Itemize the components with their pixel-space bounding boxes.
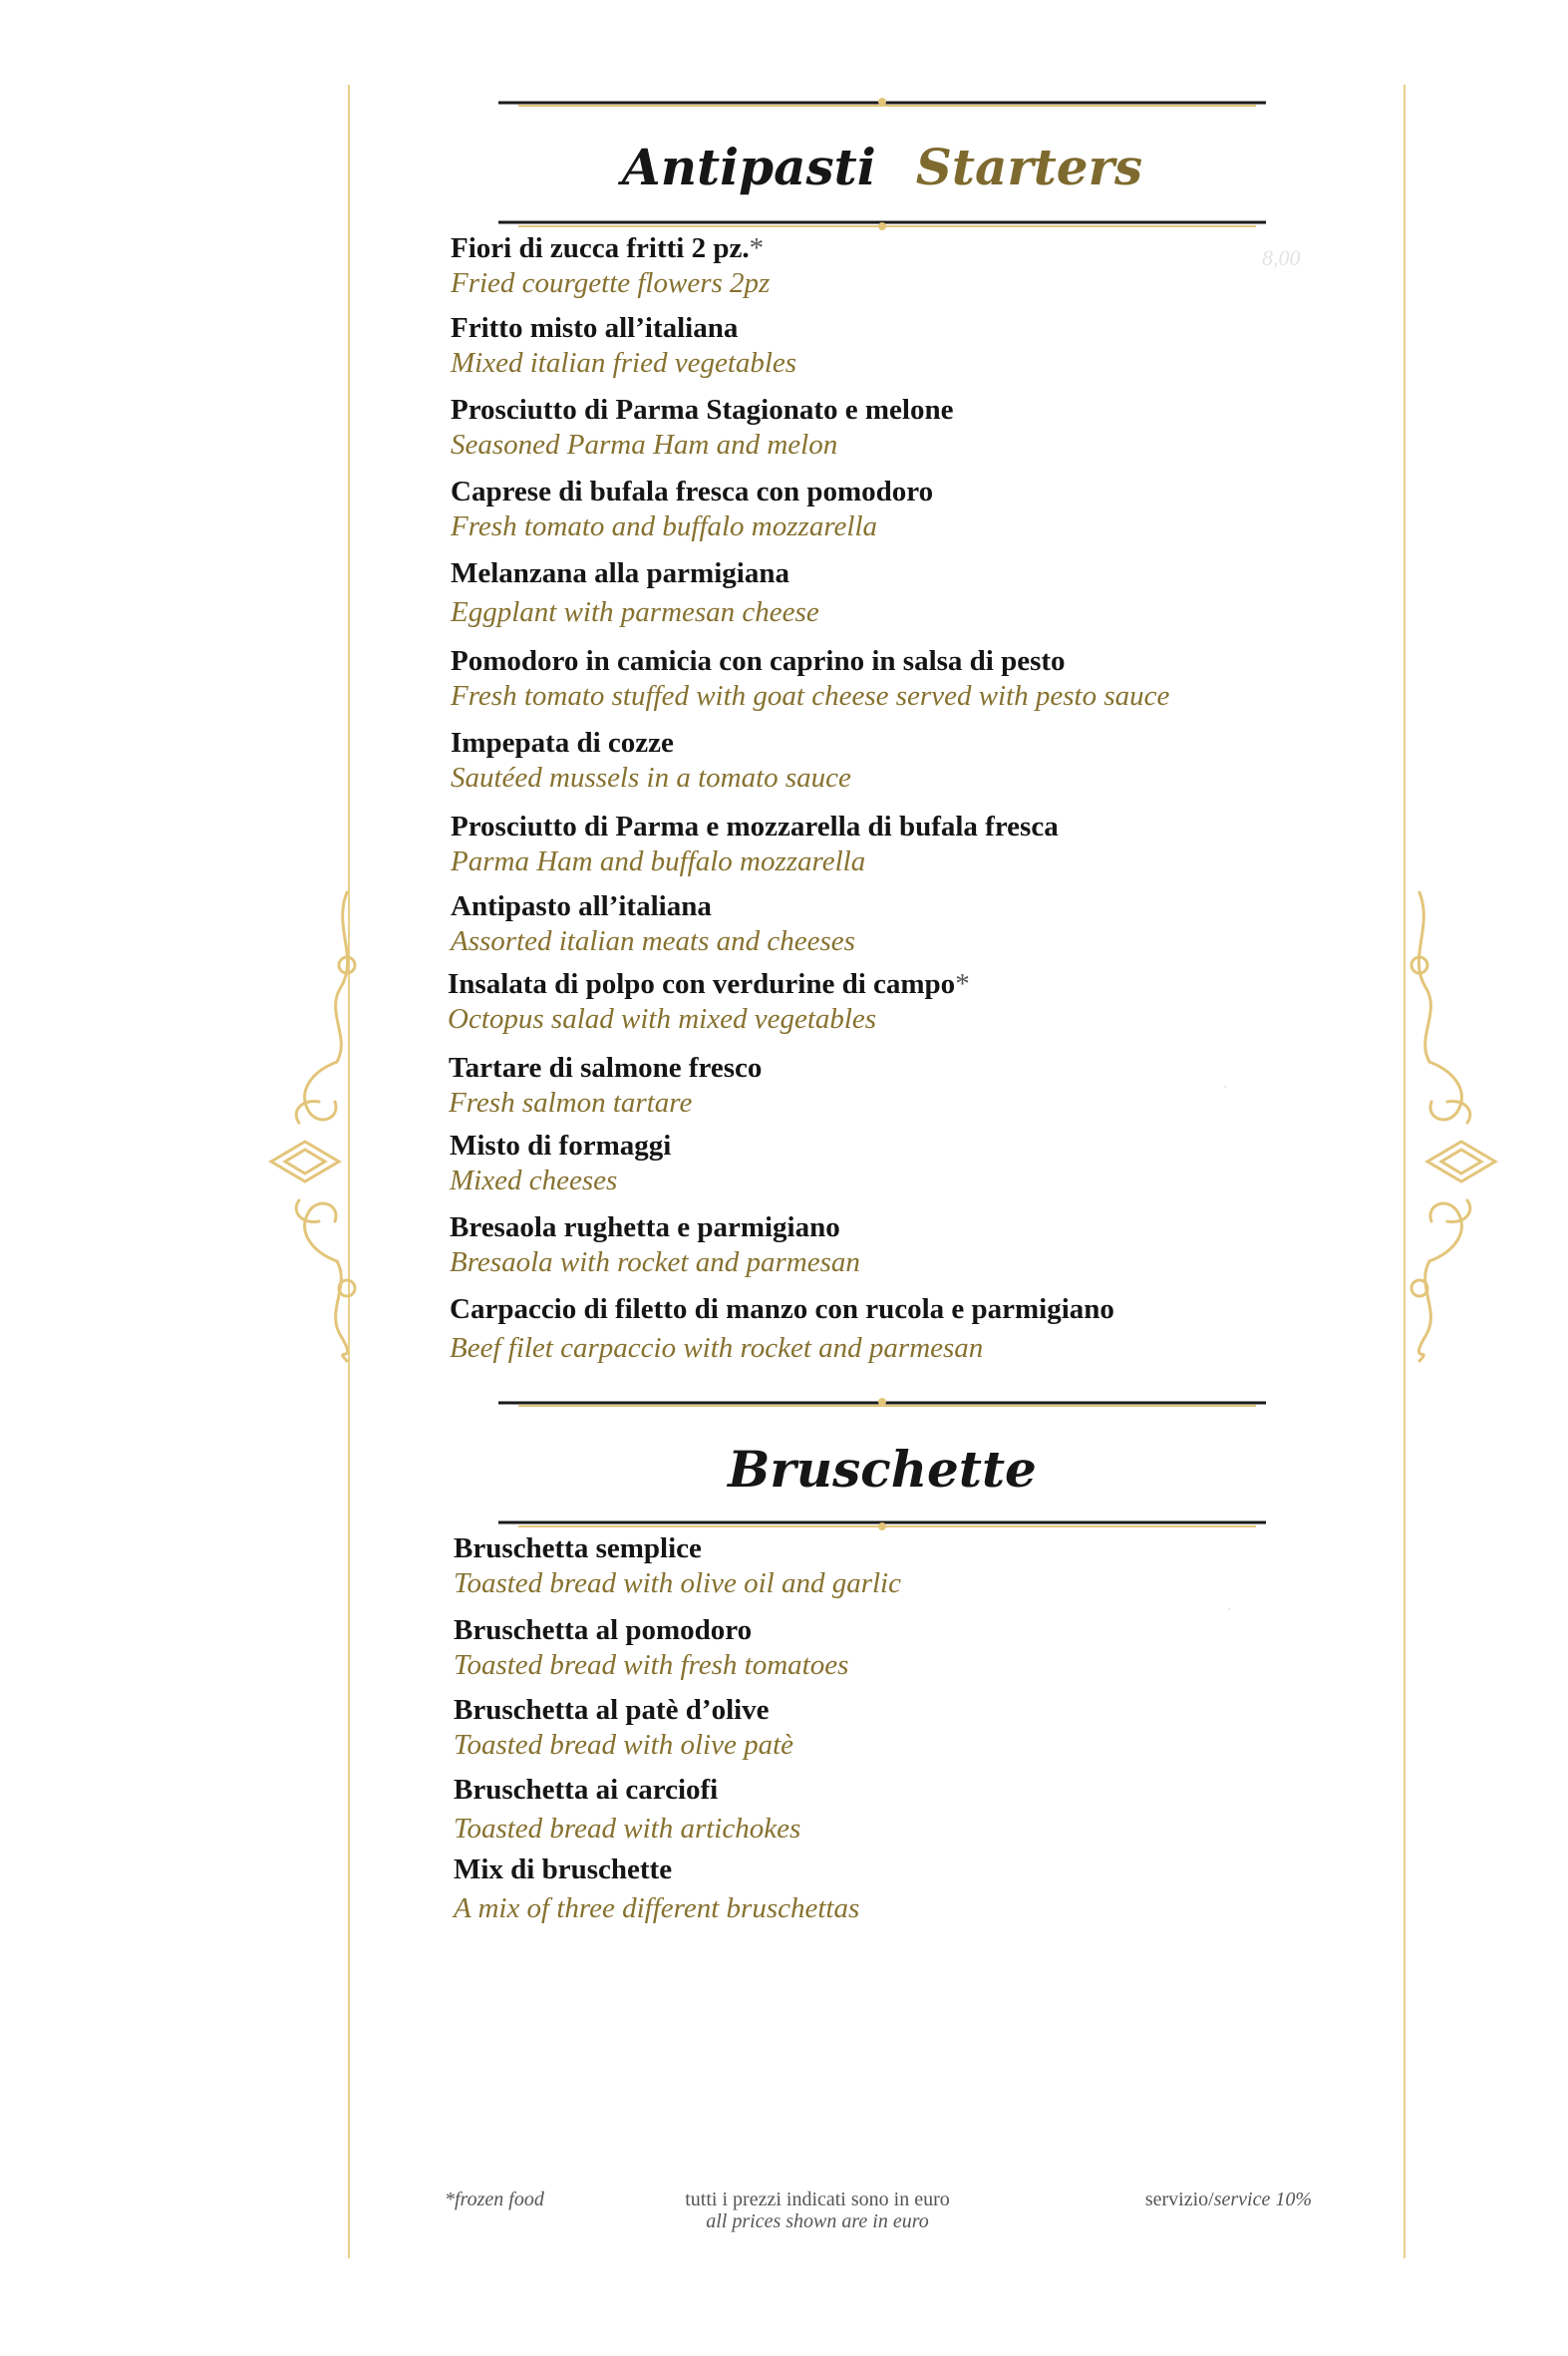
menu-item bbox=[451, 810, 1059, 879]
item-description: Assorted italian meats and cheeses bbox=[451, 925, 855, 957]
faint-mark: · bbox=[1227, 1599, 1232, 1619]
frozen-food-note: *frozen food bbox=[445, 2188, 544, 2210]
bruschette-header bbox=[498, 1396, 1266, 1531]
item-name: Fritto misto all’italiana bbox=[451, 312, 739, 344]
bruschette-title: Bruschette bbox=[728, 1440, 1037, 1499]
item-name: Melanzana alla parmigiana bbox=[451, 557, 789, 589]
item-name: Bruschetta al patè d’olive bbox=[454, 1694, 770, 1726]
menu-item bbox=[454, 1773, 800, 1847]
service-charge-note: servizio/service 10% bbox=[1144, 2188, 1312, 2210]
right-scroll-ornament bbox=[1386, 887, 1505, 1366]
menu-item bbox=[451, 644, 1169, 714]
faded-price: 8,00 bbox=[1262, 245, 1301, 270]
item-description: Mixed italian fried vegetables bbox=[451, 347, 797, 379]
item-name: Bruschetta al pomodoro bbox=[454, 1614, 753, 1646]
left-scroll-ornament bbox=[261, 887, 381, 1366]
prices-note-en: all prices shown are in euro bbox=[706, 2210, 929, 2232]
item-description: Eggplant with parmesan cheese bbox=[451, 596, 819, 628]
menu-item bbox=[451, 231, 770, 301]
item-name: Bruschetta ai carciofi bbox=[454, 1774, 719, 1806]
header-top-rule bbox=[498, 96, 1266, 110]
item-description: Fresh tomato stuffed with goat cheese served with pesto sauce bbox=[451, 680, 1170, 712]
starters-title-it: Antipasti bbox=[621, 138, 876, 196]
menu-item bbox=[451, 726, 851, 796]
menu-item bbox=[451, 475, 933, 544]
prices-note bbox=[668, 2188, 967, 2232]
item-description: Toasted bread with artichokes bbox=[454, 1813, 801, 1845]
item-description: Fried courgette flowers 2pz bbox=[451, 267, 771, 299]
item-description: Seasoned Parma Ham and melon bbox=[451, 429, 838, 461]
frozen-asterisk: * bbox=[955, 968, 970, 1000]
item-description: Fresh salmon tartare bbox=[449, 1087, 693, 1119]
menu-item bbox=[450, 1292, 1114, 1366]
starters-title-en: Starters bbox=[915, 138, 1143, 196]
menu-item bbox=[451, 311, 796, 381]
menu-item bbox=[450, 1210, 860, 1280]
item-description: Toasted bread with fresh tomatoes bbox=[454, 1649, 849, 1681]
menu-item bbox=[451, 393, 953, 463]
item-name: Mix di bruschette bbox=[454, 1853, 673, 1885]
header-bottom-rule bbox=[498, 1517, 1266, 1531]
menu-item bbox=[454, 1693, 793, 1763]
item-name: Bresaola rughetta e parmigiano bbox=[450, 1211, 840, 1243]
footer bbox=[429, 2188, 1346, 2248]
menu-item bbox=[454, 1613, 848, 1683]
frozen-asterisk: * bbox=[749, 232, 765, 264]
item-name: Antipasto all’italiana bbox=[451, 890, 712, 922]
item-name: Pomodoro in camicia con caprino in salsa di pesto bbox=[451, 645, 1066, 677]
starters-header bbox=[498, 96, 1266, 231]
item-description: Parma Ham and buffalo mozzarella bbox=[451, 845, 866, 877]
menu-item bbox=[454, 1852, 859, 1926]
item-name: Misto di formaggi bbox=[450, 1130, 672, 1162]
menu-item bbox=[454, 1531, 901, 1601]
item-description: Mixed cheeses bbox=[450, 1165, 618, 1196]
item-name: Fiori di zucca fritti 2 pz.* bbox=[451, 232, 765, 264]
item-name: Caprese di bufala fresca con pomodoro bbox=[451, 476, 934, 507]
item-name: Prosciutto di Parma e mozzarella di bufala fresca bbox=[451, 811, 1059, 842]
item-name: Insalata di polpo con verdurine di campo* bbox=[448, 968, 970, 1000]
item-name: Impepata di cozze bbox=[451, 727, 674, 759]
item-name: Prosciutto di Parma Stagionato e melone bbox=[451, 394, 954, 426]
menu-item bbox=[451, 556, 819, 630]
item-name: Tartare di salmone fresco bbox=[449, 1052, 763, 1084]
starters-title bbox=[498, 130, 1266, 205]
item-description: Bresaola with rocket and parmesan bbox=[450, 1246, 860, 1278]
menu-item bbox=[450, 1129, 671, 1198]
item-description: Toasted bread with olive patè bbox=[454, 1729, 794, 1761]
menu-item bbox=[448, 967, 970, 1037]
item-description: Beef filet carpaccio with rocket and parmesan bbox=[450, 1332, 984, 1364]
item-name: Bruschetta semplice bbox=[454, 1532, 702, 1564]
item-description: Sautéed mussels in a tomato sauce bbox=[451, 762, 851, 794]
faint-mark: · bbox=[1223, 1077, 1228, 1097]
header-top-rule bbox=[498, 1396, 1266, 1410]
item-description: A mix of three different bruschettas bbox=[454, 1892, 860, 1924]
item-description: Toasted bread with olive oil and garlic bbox=[454, 1567, 901, 1599]
menu-item bbox=[451, 889, 855, 959]
menu-item bbox=[449, 1051, 762, 1121]
item-name: Carpaccio di filetto di manzo con rucola e parmigiano bbox=[450, 1293, 1114, 1325]
prices-note-it: tutti i prezzi indicati sono in euro bbox=[685, 2188, 950, 2210]
item-description: Fresh tomato and buffalo mozzarella bbox=[451, 510, 878, 542]
header-bottom-rule bbox=[498, 217, 1266, 231]
item-description: Octopus salad with mixed vegetables bbox=[448, 1003, 877, 1035]
